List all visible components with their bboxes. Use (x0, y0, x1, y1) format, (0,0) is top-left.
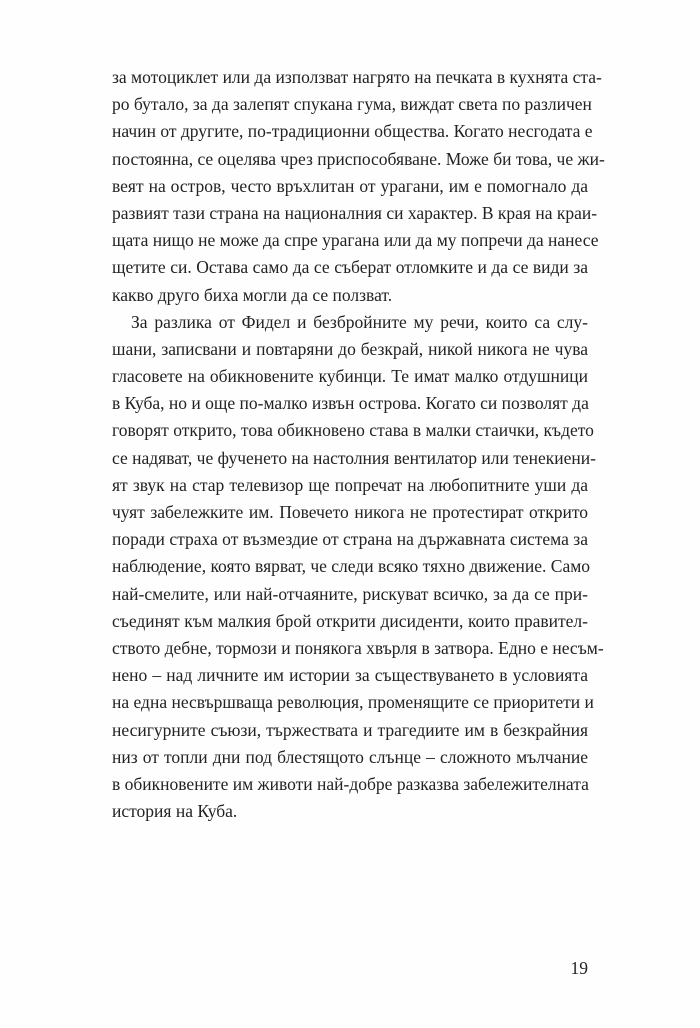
text-line: развият тази страна на националния си характер. В края на краи- (112, 202, 598, 223)
text-line: несигурните съюзи, тържествата и трагедиите им в безкрайния (112, 719, 588, 740)
text-line: чуят забележките им. Повечето никога не протестират открито (112, 502, 588, 522)
text-line: постоянна, се оцелява чрез приспособяване. Може би това, че жи- (112, 148, 605, 169)
paragraph-2 (112, 309, 604, 826)
text-line: съединят към малкия брой открити дисиденти, които правител- (112, 610, 588, 631)
text-line: в обикновените им животи най-добре разказва забележителната (112, 773, 589, 794)
text-line: наблюдение, която вярват, че следи всяко тяхно движение. Само (112, 556, 591, 577)
text-line: какво друго биха могли да се ползват. (112, 284, 393, 305)
text-line: в Куба, но и още по-малко извън острова. Когато си позволят да (112, 393, 589, 414)
text-line: начин от другите, по-традиционни общества. Когато несгодата е (112, 121, 593, 142)
text-line: щата нищо не може да спре урагана или да му попречи да нанесе (112, 230, 599, 251)
text-line: шани, записвани и повтаряни до безкрай, никой никога не чува (112, 338, 588, 359)
text-line: нено – над личните им истории за съществуването в условията (112, 665, 588, 686)
text-line: ят звук на стар телевизор ще попречат на любопитните уши да (112, 474, 588, 495)
text-line: ро бутало, за да залепят спукана гума, виждат света по различен (112, 94, 592, 115)
text-line: За разлика от Фидел и безбройните му речи, които са слу- (131, 311, 588, 332)
text-line: на една несвършваща революция, променящите се приоритети и (112, 692, 594, 713)
paragraph-1 (112, 64, 605, 309)
text-line: низ от топли дни под блестящото слънце – сложното мълчание (112, 746, 588, 767)
text-line: веят на остров, често връхлитан от урагани, им е помогнало да (112, 175, 588, 196)
text-line: щетите си. Остава само да се съберат отломките и да се види за (112, 257, 588, 278)
text-line: ството дебне, тормози и понякога хвърля в затвора. Едно е несъм- (112, 637, 604, 658)
text-line: най-смелите, или най-отчаяните, рискуват всичко, за да се при- (112, 583, 588, 604)
text-line: гласовете на обикновените кубинци. Те имат малко отдушници (112, 366, 588, 387)
text-line: за мотоциклет или да използват нагрято на печката в кухнята ста- (112, 67, 602, 87)
text-line: поради страха от възмездие от страна на държавната система за (112, 529, 588, 550)
page-number: 19 (570, 958, 588, 978)
text-line: говорят открито, това обикновено става в малки стаички, където (112, 420, 594, 441)
body-text (112, 64, 605, 825)
text-line: история на Куба. (112, 801, 238, 822)
text-line: се надяват, че фученето на настолния вентилатор или тенекиени- (112, 447, 596, 468)
